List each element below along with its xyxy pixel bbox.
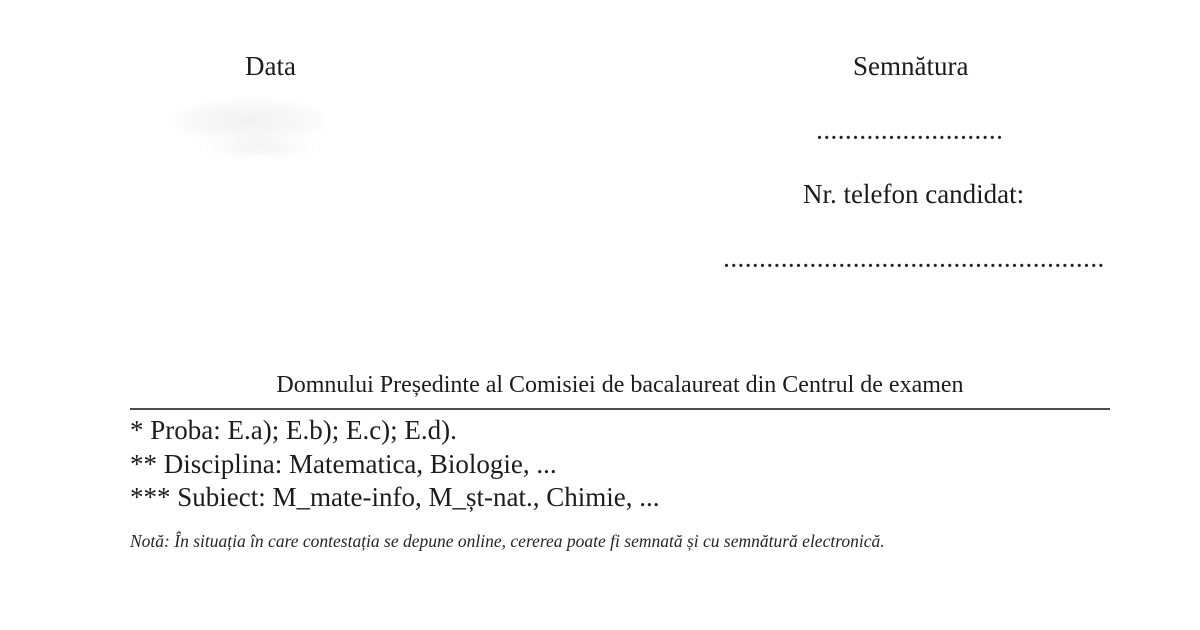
candidate-phone-dotted-line: ..................................................... [724,250,1106,272]
footnote-disciplina: ** Disciplina: Matematica, Biologie, ... [130,448,557,479]
signature-dotted-line: .......................... [817,122,1005,144]
footnote-subiect: *** Subiect: M_mate-info, M_șt-nat., Chimie, ... [130,482,660,512]
electronic-signature-note: Notă: În situația în care contestația se depune online, cererea poate fi semnată și cu semnătură electronică. [130,531,885,551]
horizontal-rule [130,408,1110,410]
footnotes-block [130,414,1120,515]
date-label: Data [245,51,296,81]
addressee-heading: Domnului Președinte al Comisiei de bacalaureat din Centrul de examen [276,372,964,398]
signature-label: Semnătura [853,51,969,81]
erased-date-smudge [160,94,360,160]
footnote-proba: * Proba: E.a); E.b); E.c); E.d). [130,415,457,445]
candidate-phone-label: Nr. telefon candidat: [803,179,1025,209]
